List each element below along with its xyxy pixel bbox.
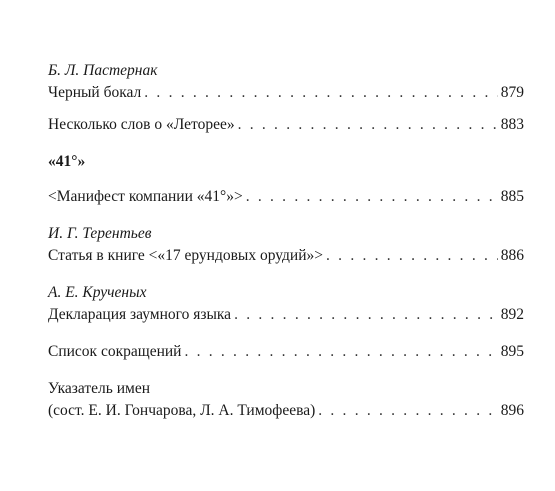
entry-title: (сост. Е. И. Гончарова, Л. А. Тимофеева) [48, 402, 316, 419]
dot-leader [234, 304, 498, 326]
entry-page-number: 879 [500, 84, 524, 101]
dot-leader [246, 186, 498, 208]
entry-page-number: 892 [500, 306, 524, 323]
entry-title: Статья в книге <«17 ерундовых орудий»> [48, 247, 324, 264]
toc-entry [48, 245, 524, 267]
toc-entry [48, 82, 524, 104]
dot-leader [318, 400, 498, 422]
index-heading: Указатель имен [48, 380, 150, 397]
dot-leader [144, 82, 497, 104]
group-heading: «41°» [48, 153, 86, 170]
entry-page-number: 895 [500, 343, 524, 360]
entry-title: Черный бокал [48, 84, 142, 101]
entry-title: Несколько слов о «Леторее» [48, 116, 235, 133]
toc-entry [48, 114, 524, 136]
dot-leader [184, 341, 497, 363]
toc-entry [48, 186, 524, 208]
entry-page-number: 896 [500, 402, 524, 419]
toc-entry [48, 400, 524, 422]
author-name: А. Е. Крученых [48, 284, 147, 301]
entry-page-number: 886 [500, 247, 524, 264]
entry-title: Список сокращений [48, 343, 182, 360]
entry-page-number: 883 [500, 116, 524, 133]
author-name: Б. Л. Пастернак [48, 62, 158, 79]
author-name: И. Г. Терентьев [48, 225, 152, 242]
entry-page-number: 885 [500, 188, 524, 205]
dot-leader [238, 114, 498, 136]
entry-title: <Манифест компании «41°»> [48, 188, 243, 205]
toc-entry [48, 304, 524, 326]
table-of-contents [48, 60, 524, 422]
entry-title: Декларация заумного языка [48, 306, 232, 323]
dot-leader [326, 245, 498, 267]
toc-entry [48, 341, 524, 363]
